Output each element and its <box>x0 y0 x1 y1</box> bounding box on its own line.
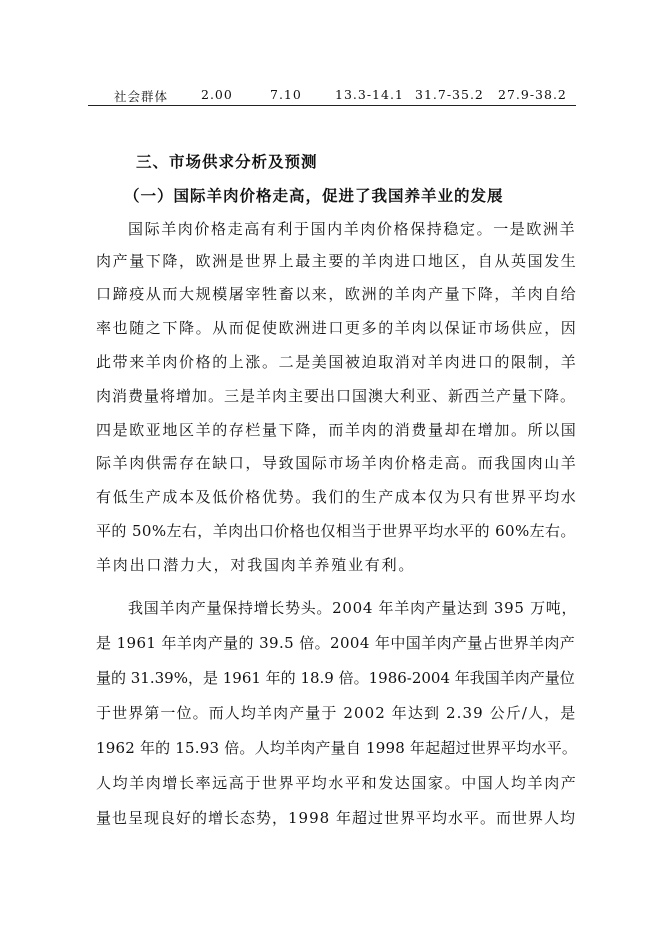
text-line: 是 1961 年羊肉产量的 39.5 倍。2004 年中国羊肉产量占世界羊肉产 <box>96 634 576 652</box>
text-line: 1962 年的 15.93 倍。人均羊肉产量自 1998 年起超过世界平均水平。 <box>96 739 578 757</box>
text-line: 肉产量下降，欧洲是世界上最主要的羊肉进口地区，自从英国发生 <box>96 252 578 270</box>
table-cell-group: 社会群体 <box>114 89 169 104</box>
text-line: 口蹄疫从而大规模屠宰牲畜以来，欧洲的羊肉产量下降，羊肉自给 <box>96 285 578 303</box>
text-line: 平的 50%左右，羊肉出口价格也仅相当于世界平均水平的 60%左右。 <box>96 522 576 540</box>
section-subheading: （一）国际羊肉价格走高，促进了我国养羊业的发展 <box>124 186 504 205</box>
table-cell-value: 2.00 <box>201 87 233 102</box>
table-row <box>88 84 576 106</box>
text-line: 际羊肉供需存在缺口，导致国际市场羊肉价格走高。而我国肉山羊 <box>96 454 578 472</box>
section-heading: 三、市场供求分析及预测 <box>136 152 318 171</box>
text-line: 量也呈现良好的增长态势，1998 年超过世界平均水平。而世界人均 <box>96 809 576 827</box>
text-line: 人均羊肉增长率远高于世界平均水平和发达国家。中国人均羊肉产 <box>96 774 578 792</box>
table-cell-value: 7.10 <box>270 87 302 102</box>
table-cell-range: 31.7-35.2 <box>415 87 484 102</box>
text-line: 率也随之下降。从而促使欧洲进口更多的羊肉以保证市场供应，因 <box>96 319 578 337</box>
text-line: 于世界第一位。而人均羊肉产量于 2002 年达到 2.39 公斤/人，是 <box>96 704 577 722</box>
text-line: 我国羊肉产量保持增长势头。2004 年羊肉产量达到 395 万吨， <box>128 599 578 617</box>
table-cell-range: 27.9-38.2 <box>498 87 567 102</box>
text-line: 四是欧亚地区羊的存栏量下降，而羊肉的消费量却在增加。所以国 <box>96 421 578 439</box>
text-line: 量的 31.39%，是 1961 年的 18.9 倍。1986-2004 年我国羊肉产量位 <box>96 669 575 687</box>
text-line: 羊肉出口潜力大，对我国肉羊养殖业有利。 <box>96 556 416 574</box>
text-line: 有低生产成本及低价格优势。我们的生产成本仅为只有世界平均水 <box>96 488 578 506</box>
text-line: 国际羊肉价格走高有利于国内羊肉价格保持稳定。一是欧洲羊 <box>128 220 577 238</box>
text-line: 此带来羊肉价格的上涨。二是美国被迫取消对羊肉进口的限制，羊 <box>96 353 578 371</box>
text-line: 肉消费量将增加。三是羊肉主要出口国澳大利亚、新西兰产量下降。 <box>96 387 577 405</box>
table-cell-range: 13.3-14.1 <box>335 87 404 102</box>
